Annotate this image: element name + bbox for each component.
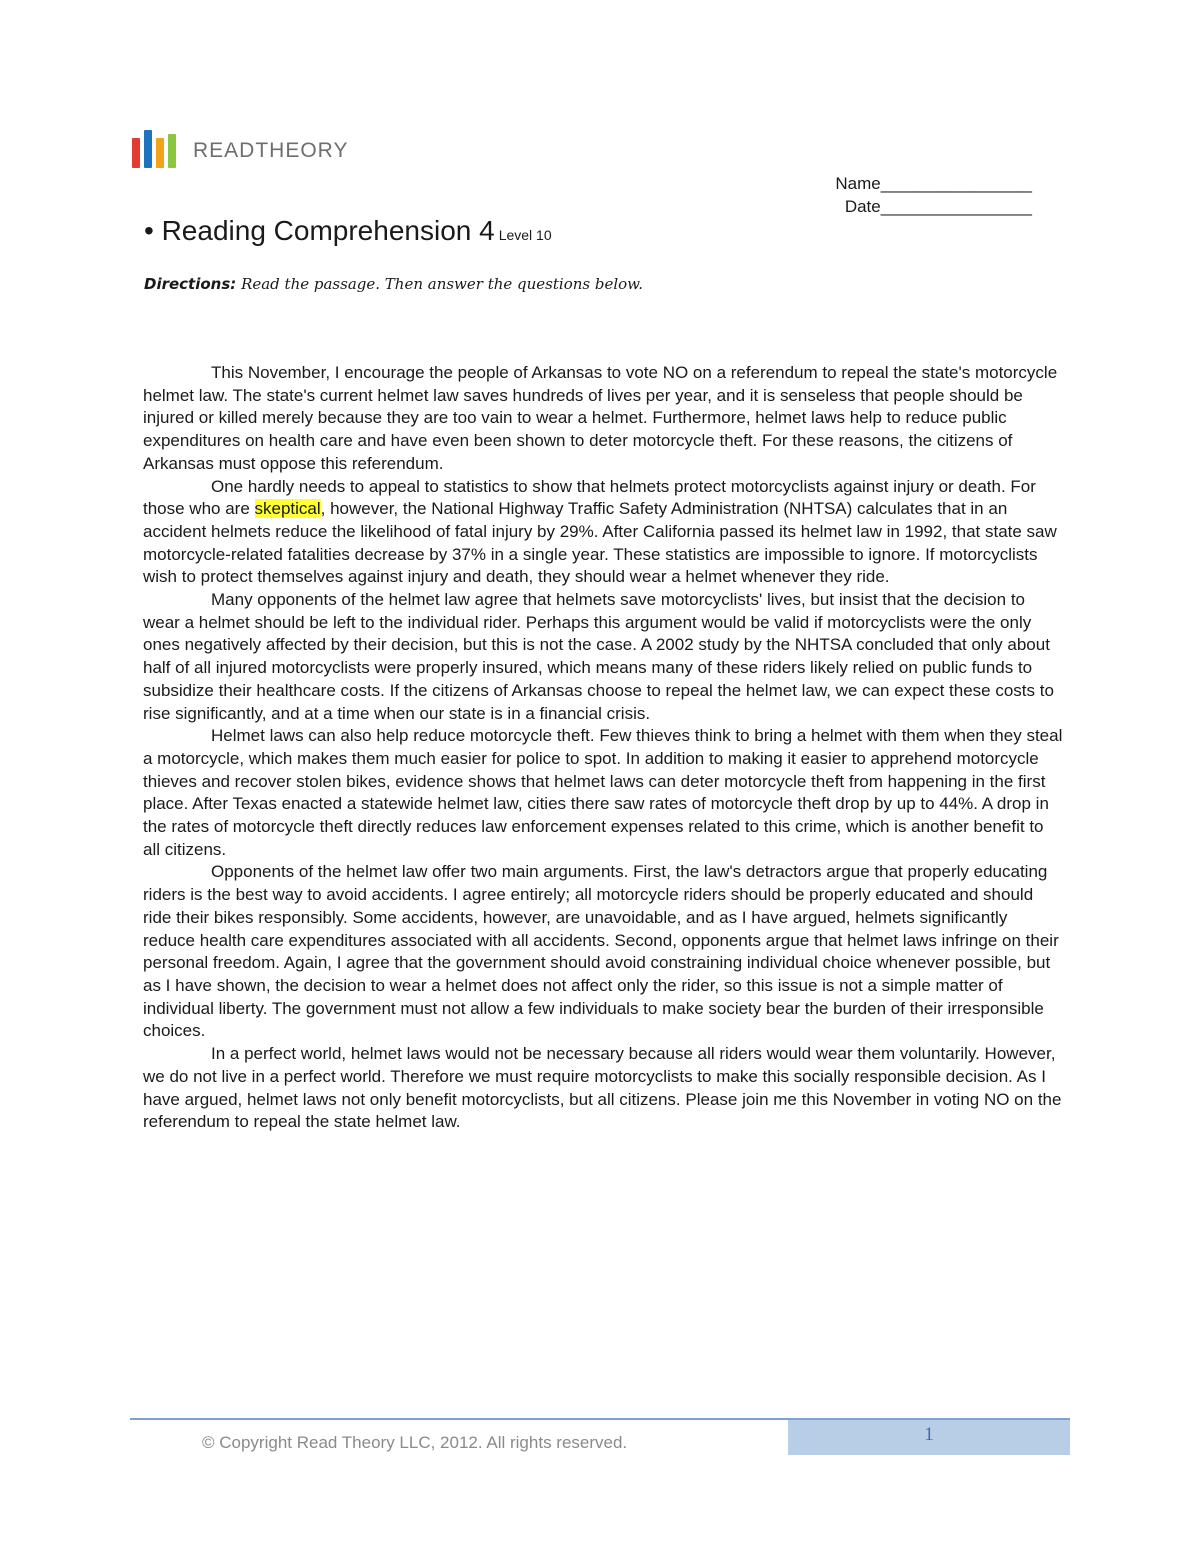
passage-paragraph-3: Many opponents of the helmet law agree that helmets save motorcyclists' lives, but insist that the decision to wear a helmet should be left to the individual rider. Perhaps this argument would be valid if motorcyclists were the only ones negatively affected by their decision, but this is not the case. A 2002 study by the NHTSA concluded that only about half of all injured motorcyclists were properly insured, which means many of these riders likely relied on public funds to subsidize their healthcare costs. If the citizens of Arkansas choose to repeal the helmet law, we can expect these costs to rise significantly, and at a time when our state is in a financial crisis.: [143, 590, 1054, 723]
highlighted-word: skeptical: [254, 499, 321, 519]
paragraph-2-start: One hardly needs to appeal to statistics to show that helmets protect motorcyclists against injury or death. For those who are: [143, 476, 1036, 519]
logo-bar-red: [132, 138, 140, 168]
logo-bar-blue: [144, 130, 152, 168]
logo-bars-icon: [132, 126, 182, 172]
directions: [144, 275, 643, 293]
passage-paragraph-2: [143, 476, 1063, 590]
paragraph-2-end: , however, the National Highway Traffic Safety Administration (NHTSA) calculates that in an accident helmets reduce the likelihood of fatal injury by 29%. After California passed its helmet law in 1992, that state saw motorcycle-related fatalities decrease by 37% in a single year. These statistics are impossible to ignore. If motorcyclists wish to protect themselves against injury and death, they should wear a helmet whenever they ride.: [143, 499, 1057, 587]
passage-paragraph-6: In a perfect world, helmet laws would not be necessary because all riders would wear them voluntarily. However, we do not live in a perfect world. Therefore we must require motorcyclists to make this socially responsible decision. As I have argued, helmet laws not only benefit motorcyclists, but all citizens. Please join me this November in voting NO on the referendum to repeal the state helmet law.: [143, 1044, 1062, 1132]
title-text: • Reading Comprehension 4: [144, 215, 495, 246]
page-title: [144, 215, 552, 247]
page-number: 1: [924, 1424, 934, 1445]
page-number-box: [788, 1420, 1070, 1455]
passage: [143, 362, 1063, 1134]
passage-paragraph-4: Helmet laws can also help reduce motorcycle theft. Few thieves think to bring a helmet with them when they steal a motorcycle, which makes them much easier for police to spot. In addition to making it easier to apprehend motorcycle thieves and recover stolen bikes, evidence shows that helmet laws can deter motorcycle theft from happening in the first place. After Texas enacted a statewide helmet law, cities there saw rates of motorcycle theft drop by up to 44%. A drop in the rates of motorcycle theft directly reduces law enforcement expenses related to this crime, which is another benefit to all citizens.: [143, 726, 1063, 859]
directions-text: Read the passage. Then answer the questions below.: [241, 275, 643, 293]
logo-text: READTHEORY: [193, 139, 349, 162]
title-level: Level 10: [498, 227, 552, 243]
footer-copyright: © Copyright Read Theory LLC, 2012. All rights reserved.: [202, 1433, 628, 1452]
passage-paragraph-1: This November, I encourage the people of Arkansas to vote NO on a referendum to repeal the state's motorcycle helmet law. The state's current helmet law saves hundreds of lives per year, and it is senseless that people should be injured or killed merely because they are too vain to wear a helmet. Furthermore, helmet laws help to reduce public expenditures on health care and have even been shown to deter motorcycle theft. For these reasons, the citizens of Arkansas must oppose this referendum.: [143, 363, 1058, 473]
directions-label: Directions:: [144, 275, 237, 293]
logo-bar-orange: [156, 138, 164, 168]
logo-bar-green: [168, 134, 176, 168]
readtheory-logo: [132, 126, 372, 172]
name-field-label: Name________________: [835, 174, 1032, 193]
date-field-label: Date________________: [844, 197, 1032, 216]
name-date-block: [760, 172, 1032, 218]
passage-paragraph-5: Opponents of the helmet law offer two main arguments. First, the law's detractors argue that properly educating riders is the best way to avoid accidents. I agree entirely; all motorcycle riders should be properly educated and should ride their bikes responsibly. Some accidents, however, are unavoidable, and as I have argued, helmets significantly reduce health care expenditures associated with all accidents. Second, opponents argue that helmet laws infringe on their personal freedom. Again, I agree that the government should avoid constraining individual choice whenever possible, but as I have shown, the decision to wear a helmet does not affect only the rider, so this issue is not a simple matter of individual liberty. The government must not allow a few individuals to make society bear the burden of their irresponsible choices.: [143, 862, 1059, 1041]
